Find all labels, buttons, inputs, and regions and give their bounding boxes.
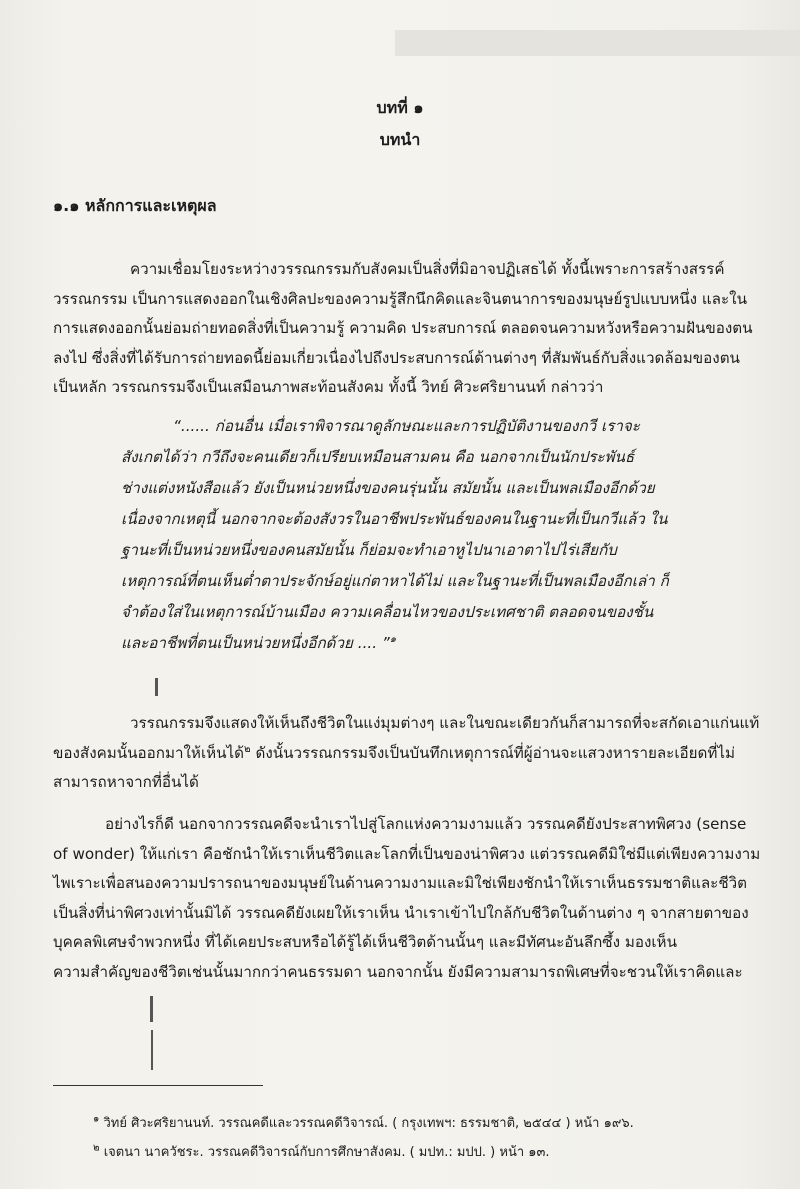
quote-line: เหตุการณ์ที่ตนเห็นต่ำตาประจักษ์อยู่แก่ตาหาได้ไม่ และในฐานะที่เป็นพลเมืองอีกเล่า ก็ [121, 572, 669, 590]
footnote-text: เจตนา นาควัชระ. วรรณคดีวิจารณ์กับการศึกษาสังคม. ( มปท.: มปป. ) หน้า ๑๓. [103, 1145, 550, 1160]
scan-shadow-strip [395, 30, 800, 56]
paragraph-line: อย่างไรก็ดี นอกจากวรรณคดีจะนำเราไปสู่โลกแห่งความงามแล้ว วรรณคดียังประสาทพิศวง (sense [105, 815, 747, 833]
paragraph-1 [53, 255, 753, 403]
paragraph-line: ความเชื่อมโยงระหว่างวรรณกรรมกับสังคมเป็นสิ่งที่มิอาจปฏิเสธได้ ทั้งนี้เพราะการสร้างสรรค์ [130, 260, 725, 278]
quote-line: ฐานะที่เป็นหน่วยหนึ่งของคนสมัยนั้น ก็ย่อมจะทำเอาหูไปนาเอาตาไปไร่เสียกับ [121, 541, 617, 559]
paragraph-2 [53, 709, 760, 798]
footnote-2 [93, 1141, 550, 1162]
chapter-number: บทที่ ๑ [376, 98, 424, 117]
quote-line [121, 628, 721, 659]
quote-line: “...... ก่อนอื่น เมื่อเราพิจารณาดูลักษณะและการปฏิบัติงานของกวี เราจะ [173, 417, 640, 435]
paragraph-line [53, 739, 753, 769]
paragraph-line-text: ดังนั้นวรรณกรรมจึงเป็นบันทึกเหตุการณ์ที่ผู้อ่านจะแสวงหารายละเอียดที่ไม่ [250, 743, 736, 762]
paragraph-line: ความสำคัญของชีวิตเช่นนั้นมากกว่าคนธรรมดา นอกจากนั้น ยังมีความสามารถพิเศษที่จะชวนให้เราคิดและ [53, 962, 743, 981]
pencil-mark [155, 678, 158, 696]
paragraph-line: เป็นสิ่งที่น่าพิศวงเท่านั้นมิได้ วรรณคดียังเผยให้เราเห็น นำเราเข้าไปใกล้กับชีวิตในด้านต่าง ๆ จากสายตาของ [53, 903, 749, 922]
chapter-title: บทนำ [379, 130, 421, 149]
paragraph-line: สามารถหาจากที่อื่นได้ [53, 773, 199, 792]
paragraph-line: of wonder) ให้แก่เรา คือชักนำให้เราเห็นชีวิตและโลกที่เป็นของน่าพิศวง แต่วรรณคดีมิใช่มีแต่เพียงความงาม [53, 844, 761, 863]
quote-line: ช่างแต่งหนังสือแล้ว ยังเป็นหน่วยหนึ่งของคนรุ่นนั้น สมัยนั้น และเป็นพลเมืองอีกด้วย [121, 479, 655, 497]
footnote-1 [93, 1112, 634, 1133]
pencil-mark [151, 1030, 153, 1070]
section-heading: ๑.๑ หลักการและเหตุผล [53, 196, 217, 215]
paragraph-line: ไพเราะเพื่อสนองความปรารถนาของมนุษย์ในด้านความงามและมิใช่เพียงชักนำให้เราเห็นธรรมชาติและชีวิต [53, 874, 748, 893]
footnote-mark: ๑ [93, 1113, 100, 1125]
footnote-mark: ๒ [93, 1142, 100, 1154]
quote-line: จำต้องใส่ในเหตุการณ์บ้านเมือง ความเคลื่อนไหวของประเทศชาติ ตลอดจนของชั้น [121, 603, 654, 621]
footnote-ref: ๑ [389, 633, 397, 645]
paragraph-line: วรรณกรรม เป็นการแสดงออกในเชิงศิลปะของความรู้สึกนึกคิดและจินตนาการของมนุษย์รูปแบบหนึ่ง และใน [53, 289, 747, 308]
pencil-mark [150, 996, 153, 1022]
quote-line-text: และอาชีพที่ตนเป็นหน่วยหนึ่งอีกด้วย .... ” [121, 634, 390, 652]
paragraph-3 [53, 810, 761, 988]
block-quote [121, 411, 721, 659]
footnote-ref: ๒ [244, 743, 251, 755]
quote-line: สังเกตได้ว่า กวีถึงจะคนเดียวก็เปรียบเหมือนสามคน คือ นอกจากเป็นนักประพันธ์ [121, 448, 635, 466]
paragraph-line: การแสดงออกนั้นย่อมถ่ายทอดสิ่งที่เป็นความรู้ ความคิด ประสบการณ์ ตลอดจนความหวังหรือความฝันของตน [53, 319, 753, 338]
footnote-separator [53, 1085, 263, 1086]
paragraph-line: เป็นหลัก วรรณกรรมจึงเป็นเสมือนภาพสะท้อนสังคม ทั้งนี้ วิทย์ ศิวะศริยานนท์ กล่าวว่า [53, 378, 604, 397]
paragraph-line-text: ของสังคมนั้นออกมาให้เห็นได้ [53, 743, 245, 762]
paragraph-line: บุคคลพิเศษจำพวกหนึ่ง ที่ได้เคยประสบหรือได้รู้ได้เห็นชีวิตด้านนั้นๆ และมีทัศนะอันลึกซึ้ง มองเห็น [53, 933, 677, 952]
paragraph-line: ลงไป ซึ่งสิ่งที่ได้รับการถ่ายทอดนี้ย่อมเกี่ยวเนื่องไปถึงประสบการณ์ด้านต่างๆ ที่สัมพันธ์กับสิ่งแวดล้อมของตน [53, 348, 740, 367]
quote-line: เนื่องจากเหตุนี้ นอกจากจะต้องสังวรในอาชีพประพันธ์ของคนในฐานะที่เป็นกวีแล้ว ใน [121, 510, 668, 528]
paragraph-line: วรรณกรรมจึงแสดงให้เห็นถึงชีวิตในแง่มุมต่างๆ และในขณะเดียวกันก็สามารถที่จะสกัดเอาแก่นแท้ [130, 714, 760, 732]
footnote-text: วิทย์ ศิวะศริยานนท์. วรรณคดีและวรรณคดีวิจารณ์. ( กรุงเทพฯ: ธรรมชาติ, ๒๕๔๔ ) หน้า ๑๙๖. [103, 1116, 634, 1131]
